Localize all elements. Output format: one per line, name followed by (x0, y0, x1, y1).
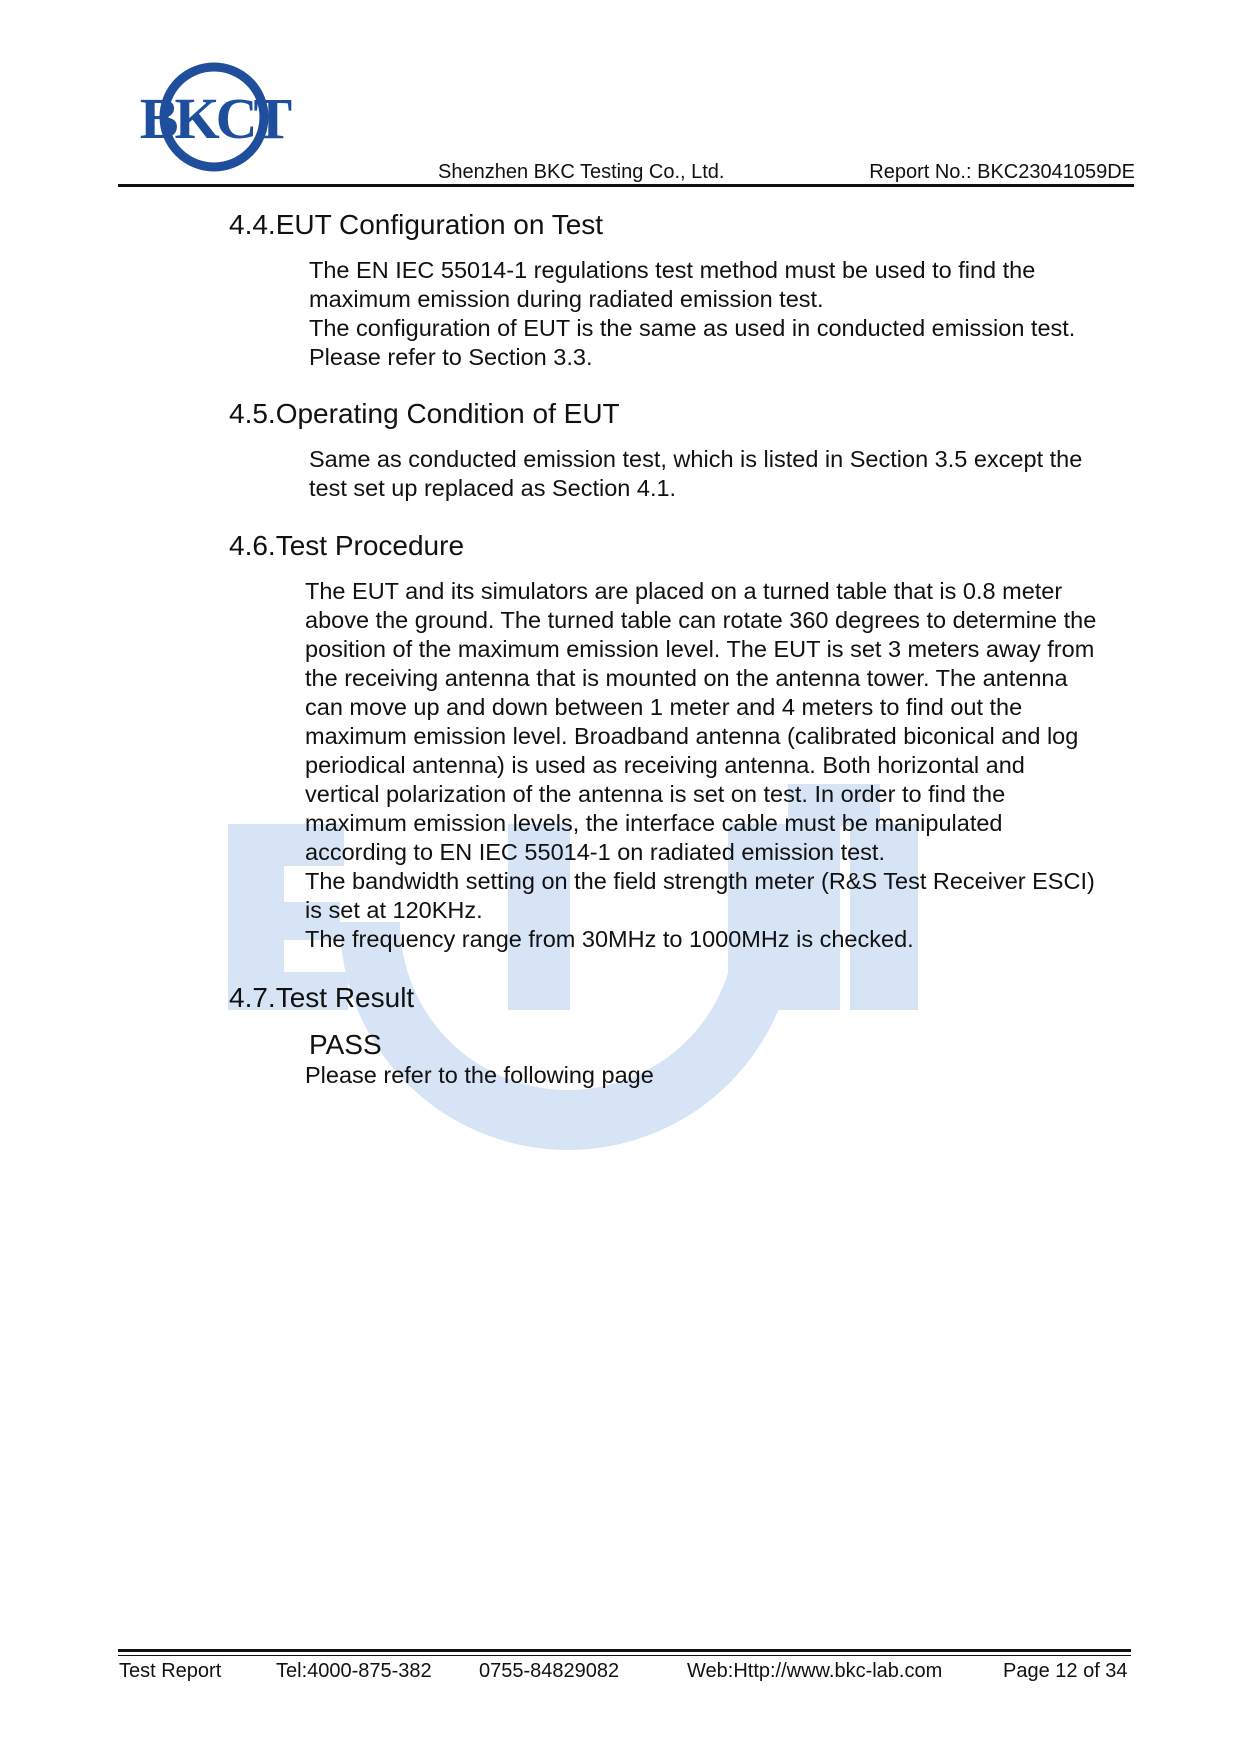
header-report-number: Report No.: BKC23041059DE (869, 161, 1135, 183)
text-line: position of the maximum emission level. The EUT is set 3 meters away from (305, 636, 1095, 662)
bkct-logo (125, 62, 303, 172)
text-line: The configuration of EUT is the same as used in conducted emission test. (309, 315, 1076, 341)
text-line: maximum emission level. Broadband antenna (calibrated biconical and log (305, 723, 1079, 749)
footer-label: Test Report (119, 1660, 222, 1682)
text-line: The bandwidth setting on the field strength meter (R&S Test Receiver ESCI) (305, 868, 1095, 894)
text-line: maximum emission levels, the interface cable must be manipulated (305, 810, 1003, 836)
text-line: according to EN IEC 55014-1 on radiated emission test. (305, 839, 885, 865)
text-line: The EN IEC 55014-1 regulations test method must be used to find the (309, 257, 1036, 283)
logo-text: BKCT (139, 86, 289, 151)
text-line: above the ground. The turned table can rotate 360 degrees to determine the (305, 607, 1097, 633)
text-line: periodical antenna) is used as receiving antenna. Both horizontal and (305, 752, 1025, 778)
text-line: test set up replaced as Section 4.1. (309, 475, 677, 501)
footer-page-number: Page 12 of 34 (1003, 1660, 1128, 1682)
footer-divider (118, 1649, 1131, 1652)
footer-tel: Tel:4000-875-382 (276, 1660, 432, 1682)
text-line: is set at 120KHz. (305, 897, 483, 923)
header-divider (118, 184, 1134, 187)
text-line: The EUT and its simulators are placed on a turned table that is 0.8 meter (305, 578, 1063, 604)
section-4-5-body (309, 445, 1082, 503)
text-line: Same as conducted emission test, which is listed in Section 3.5 except the (309, 446, 1083, 472)
section-title-4-4: 4.4.EUT Configuration on Test (229, 209, 604, 240)
footer-phone: 0755-84829082 (479, 1660, 620, 1682)
footer-web: Web:Http://www.bkc-lab.com (687, 1660, 943, 1682)
header-company: Shenzhen BKC Testing Co., Ltd. (438, 161, 725, 183)
text-line: maximum emission during radiated emission test. (309, 286, 824, 312)
text-line: vertical polarization of the antenna is set on test. In order to find the (305, 781, 1006, 807)
text-line: the receiving antenna that is mounted on the antenna tower. The antenna (305, 665, 1068, 691)
section-title-4-5: 4.5.Operating Condition of EUT (229, 398, 620, 429)
text-line: Please refer to Section 3.3. (309, 344, 593, 370)
section-4-7-body (305, 1061, 654, 1090)
footer-divider-thin (118, 1655, 1131, 1656)
section-4-6-body (305, 577, 1096, 954)
section-4-4-body (309, 256, 1075, 372)
section-title-4-6: 4.6.Test Procedure (229, 530, 465, 561)
section-title-4-7: 4.7.Test Result (229, 982, 415, 1013)
text-line: The frequency range from 30MHz to 1000MHz is checked. (305, 926, 914, 952)
test-result-value: PASS (309, 1029, 382, 1060)
text-line: can move up and down between 1 meter and 4 meters to find out the (305, 694, 1023, 720)
text-line: Please refer to the following page (305, 1062, 654, 1088)
